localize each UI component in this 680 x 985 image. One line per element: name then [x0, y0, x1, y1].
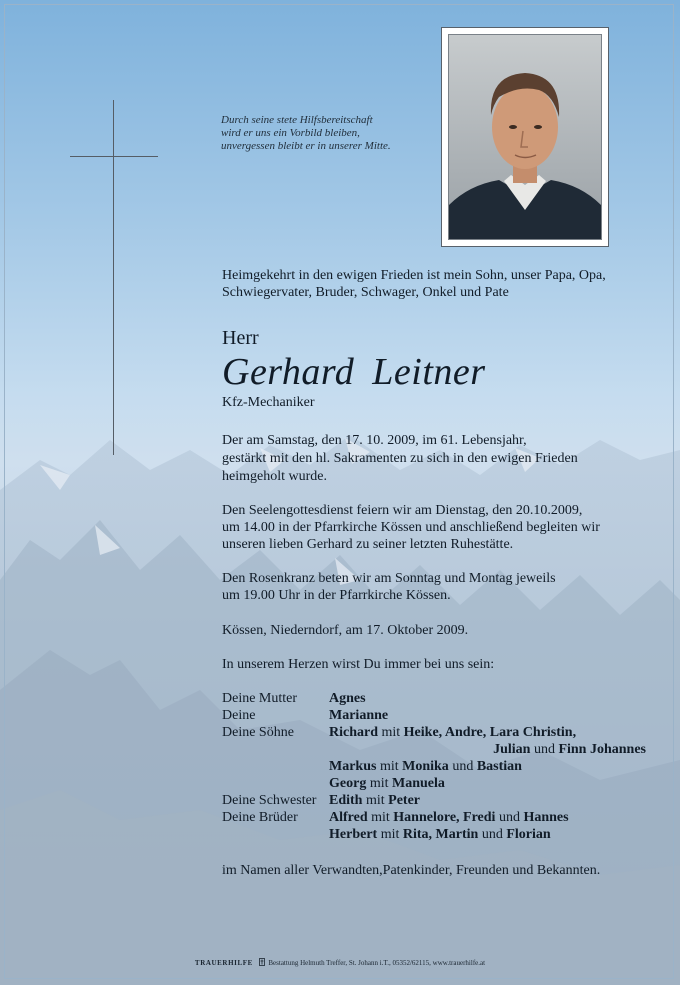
rosary-line: Den Rosenkranz beten wir am Sonntag und Montag jeweils	[222, 571, 556, 586]
closing-line: im Namen aller Verwandten,Patenkinder, Freunden und Bekannten.	[222, 863, 601, 878]
footer-brand: TRAUERHILFE	[194, 959, 253, 967]
death-notice-line: gestärkt mit den hl. Sakramenten zu sich in den ewigen Frieden	[222, 451, 578, 466]
motto-line: wird er uns ein Vorbild bleiben,	[221, 127, 360, 139]
family-name: Edith	[329, 793, 363, 808]
family-name: Markus	[329, 759, 377, 774]
funeral-line: Den Seelengottesdienst feiern wir am Dienstag, den 20.10.2009,	[222, 503, 583, 518]
relation-label: Deine Söhne	[222, 725, 294, 740]
footer	[0, 958, 680, 968]
family-row	[222, 826, 652, 843]
family-row	[222, 792, 652, 809]
family-name: Alfred	[329, 810, 368, 825]
trauerhilfe-logo-icon	[259, 958, 265, 966]
family-name: Marianne	[329, 708, 389, 723]
last-name: Leitner	[372, 351, 486, 393]
family-row	[222, 758, 652, 775]
family-name: Finn Johannes	[558, 742, 646, 757]
family-name: Rita, Martin	[402, 827, 479, 842]
death-notice-line: heimgeholt wurde.	[222, 469, 327, 484]
connector: mit	[365, 793, 385, 808]
family-name: Julian	[493, 742, 531, 757]
connector: und	[498, 810, 520, 825]
connector: und	[533, 742, 555, 757]
motto-line: Durch seine stete Hilfsbereitschaft	[221, 114, 373, 126]
connector: mit	[371, 810, 390, 825]
connector: mit	[369, 776, 389, 791]
footer-text: Bestattung Helmuth Treffer, St. Johann i.T., 05352/62115, www.trauerhilfe.at	[268, 959, 486, 967]
portrait-photo	[448, 34, 602, 240]
salutation: Herr	[222, 327, 259, 349]
family-row	[222, 707, 652, 724]
first-name: Gerhard	[222, 351, 355, 393]
family-name: Hannes	[523, 810, 569, 825]
connector: mit	[381, 725, 401, 740]
relation-label: Deine Brüder	[222, 810, 298, 825]
rosary-line: um 19.00 Uhr in der Pfarrkirche Kössen.	[222, 588, 451, 603]
family-name: Agnes	[329, 691, 366, 706]
intro-line: Heimgekehrt in den ewigen Frieden ist mein Sohn, unser Papa, Opa,	[222, 268, 606, 283]
family-row	[222, 809, 652, 826]
connector: und	[452, 759, 474, 774]
family-row	[222, 724, 652, 741]
place-date: Kössen, Niederndorf, am 17. Oktober 2009.	[222, 623, 469, 638]
motto	[221, 114, 441, 153]
intro-line: Schwiegervater, Bruder, Schwager, Onkel und Pate	[222, 285, 509, 300]
family-name: Peter	[388, 793, 420, 808]
relation-label: Deine Mutter	[222, 691, 298, 706]
family-name: Monika	[402, 759, 449, 774]
family-row	[222, 741, 652, 758]
profession: Kfz-Mechaniker	[222, 395, 315, 410]
family-name: Florian	[506, 827, 551, 842]
family-name: Hannelore, Fredi	[393, 810, 496, 825]
relation-label: Deine Schwester	[222, 793, 317, 808]
family-row	[222, 775, 652, 792]
funeral-line: um 14.00 in der Pfarrkirche Kössen und anschließend begleiten wir	[222, 520, 600, 535]
motto-line: unvergessen bleibt er in unserer Mitte.	[221, 140, 391, 152]
family-name: Georg	[329, 776, 367, 791]
family-name: Richard	[329, 725, 378, 740]
family-name: Herbert	[329, 827, 378, 842]
death-notice-line: Der am Samstag, den 17. 10. 2009, im 61. Lebensjahr,	[222, 433, 527, 448]
funeral-line: unseren lieben Gerhard zu seiner letzten Ruhestätte.	[222, 537, 514, 552]
connector: und	[481, 827, 503, 842]
portrait-frame	[441, 27, 609, 247]
connector: mit	[379, 759, 399, 774]
deceased-name	[222, 352, 486, 392]
family-row	[222, 690, 652, 707]
relation-label: Deine	[222, 708, 256, 723]
connector: mit	[380, 827, 400, 842]
remembrance: In unserem Herzen wirst Du immer bei uns sein:	[222, 657, 495, 672]
family-name: Bastian	[476, 759, 522, 774]
family-name: Heike, Andre, Lara Christin,	[403, 725, 577, 740]
family-name: Manuela	[392, 776, 445, 791]
